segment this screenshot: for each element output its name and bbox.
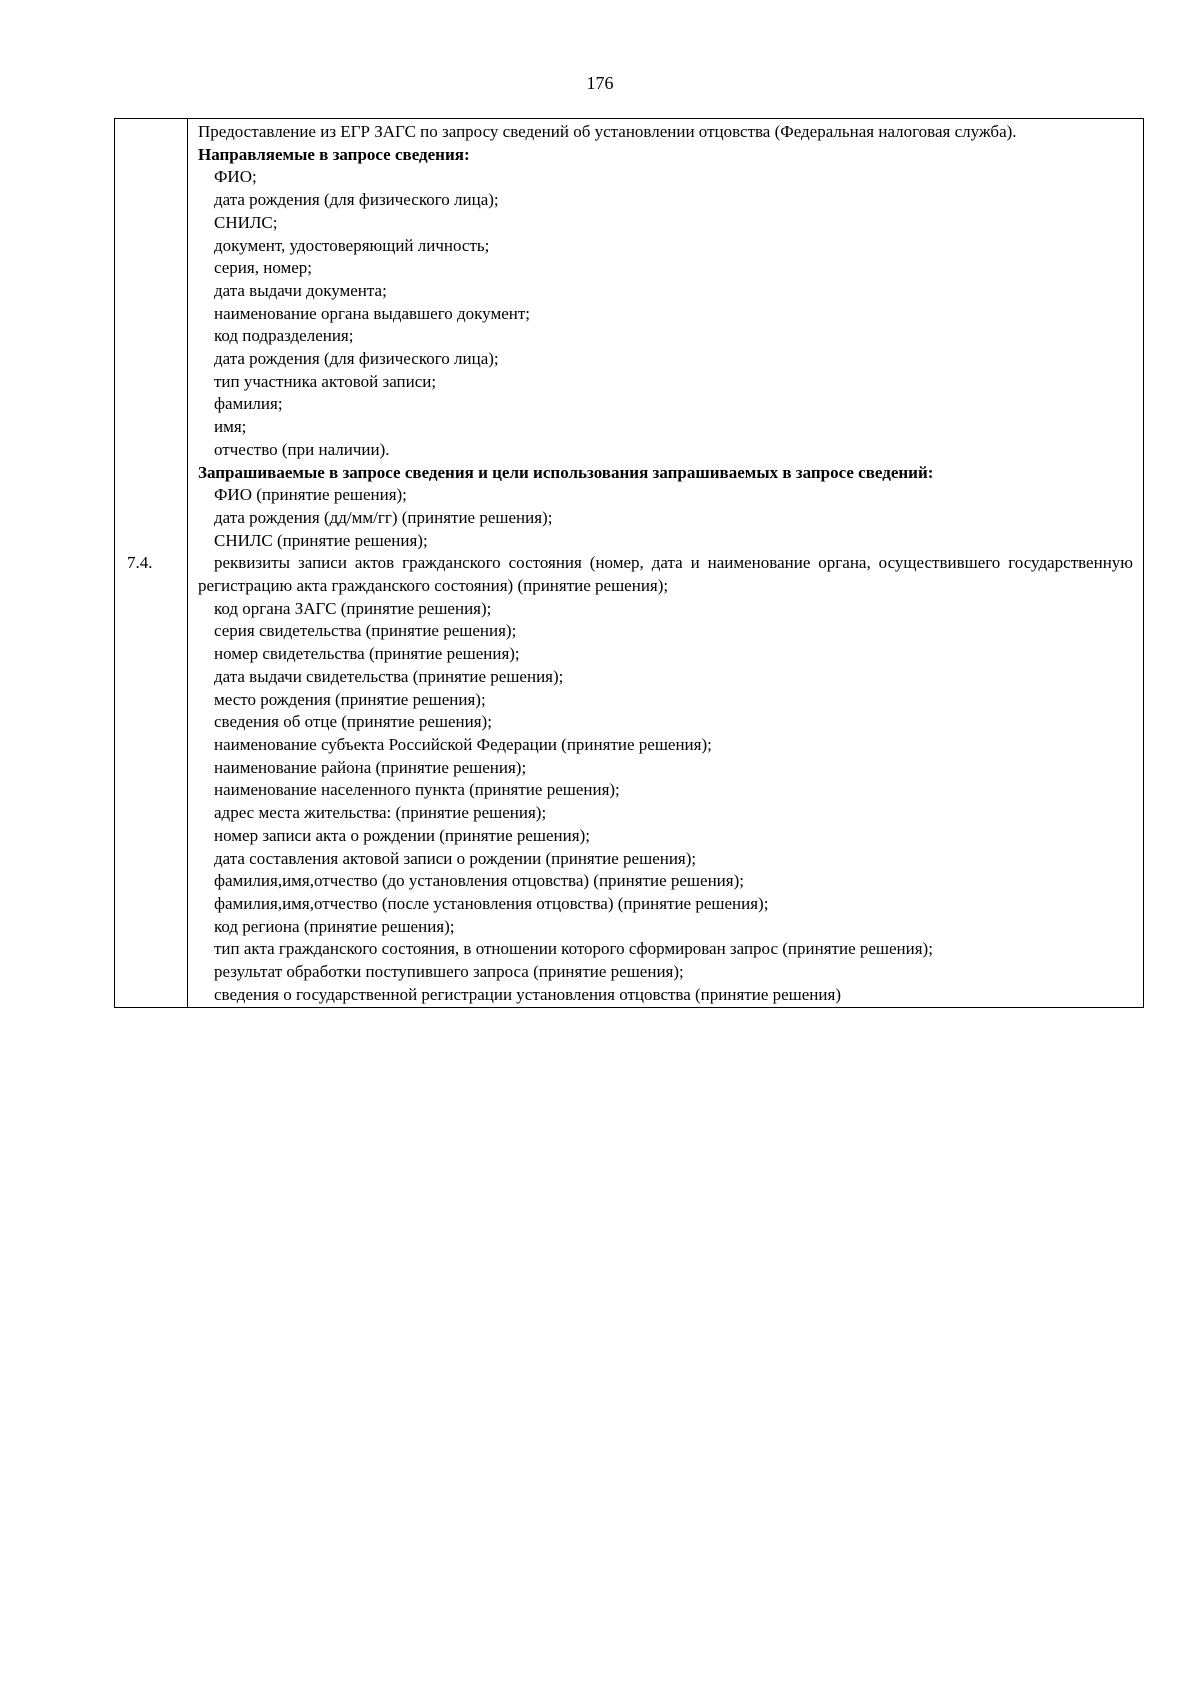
requested-item: дата выдачи свидетельства (принятие решения); bbox=[214, 666, 564, 686]
sent-item: СНИЛС; bbox=[214, 212, 278, 232]
requested-item: наименование района (принятие решения); bbox=[214, 757, 527, 777]
requested-item: результат обработки поступившего запроса (принятие решения); bbox=[214, 962, 684, 982]
sent-item: дата рождения (для физического лица); bbox=[214, 190, 499, 210]
requested-item: тип акта гражданского состояния, в отношении которого сформирован запрос (принятие решения); bbox=[214, 939, 933, 959]
sent-item: наименование органа выдавшего документ; bbox=[214, 303, 530, 323]
sent-item: код подразделения; bbox=[214, 326, 354, 346]
sent-item: документ, удостоверяющий личность; bbox=[214, 235, 490, 255]
sent-item: отчество (при наличии). bbox=[214, 439, 390, 459]
sent-item: дата выдачи документа; bbox=[214, 280, 387, 300]
requested-item: место рождения (принятие решения); bbox=[214, 689, 486, 709]
requested-item: сведения о государственной регистрации установления отцовства (принятие решения) bbox=[214, 984, 841, 1004]
requested-item: фамилия,имя,отчество (после установления отцовства) (принятие решения); bbox=[214, 893, 769, 913]
sent-item: серия, номер; bbox=[214, 258, 313, 278]
requested-item: наименование субъекта Российской Федерации (принятие решения); bbox=[214, 734, 712, 754]
requested-item: номер записи акта о рождении (принятие решения); bbox=[214, 825, 590, 845]
sent-item: дата рождения (для физического лица); bbox=[214, 349, 499, 369]
sent-item: фамилия; bbox=[214, 394, 283, 414]
requested-item: дата рождения (дд/мм/гг) (принятие решения); bbox=[214, 507, 553, 527]
sent-item: ФИО; bbox=[214, 167, 257, 187]
sent-item: тип участника актовой записи; bbox=[214, 371, 437, 391]
requested-item: сведения об отце (принятие решения); bbox=[214, 712, 492, 732]
sent-data-heading: Направляемые в запросе сведения: bbox=[198, 144, 470, 164]
requested-item: серия свидетельства (принятие решения); bbox=[214, 621, 517, 641]
requested-item: СНИЛС (принятие решения); bbox=[214, 530, 428, 550]
page-number: 176 bbox=[586, 73, 614, 93]
requested-data-heading: Запрашиваемые в запросе сведения и цели использования запрашиваемых в запросе сведений: bbox=[198, 462, 934, 482]
requested-item: дата составления актовой записи о рождении (принятие решения); bbox=[214, 848, 697, 868]
requested-item: ФИО (принятие решения); bbox=[214, 485, 407, 505]
requested-item: адрес места жительства: (принятие решения); bbox=[214, 803, 547, 823]
requested-item: номер свидетельства (принятие решения); bbox=[214, 644, 520, 664]
requested-item: реквизиты записи актов гражданского состояния (номер, дата и наименование органа, осуществившего государственную регистрацию акта гражданского состояния) (принятие решения); bbox=[198, 553, 1133, 596]
row-content-cell bbox=[188, 119, 1144, 1008]
table-row bbox=[115, 119, 1144, 1008]
requested-item: код региона (принятие решения); bbox=[214, 916, 455, 936]
row-number: 7.4. bbox=[127, 553, 153, 573]
requested-item: фамилия,имя,отчество (до установления отцовства) (принятие решения); bbox=[214, 871, 744, 891]
requested-item: код органа ЗАГС (принятие решения); bbox=[214, 598, 492, 618]
sent-item: имя; bbox=[214, 417, 247, 437]
document-table bbox=[114, 118, 1144, 1008]
row-number-cell bbox=[115, 119, 188, 1008]
requested-item: наименование населенного пункта (принятие решения); bbox=[214, 780, 620, 800]
row-intro-text: Предоставление из ЕГР ЗАГС по запросу сведений об установлении отцовства (Федеральная налоговая служба). bbox=[198, 122, 1017, 141]
